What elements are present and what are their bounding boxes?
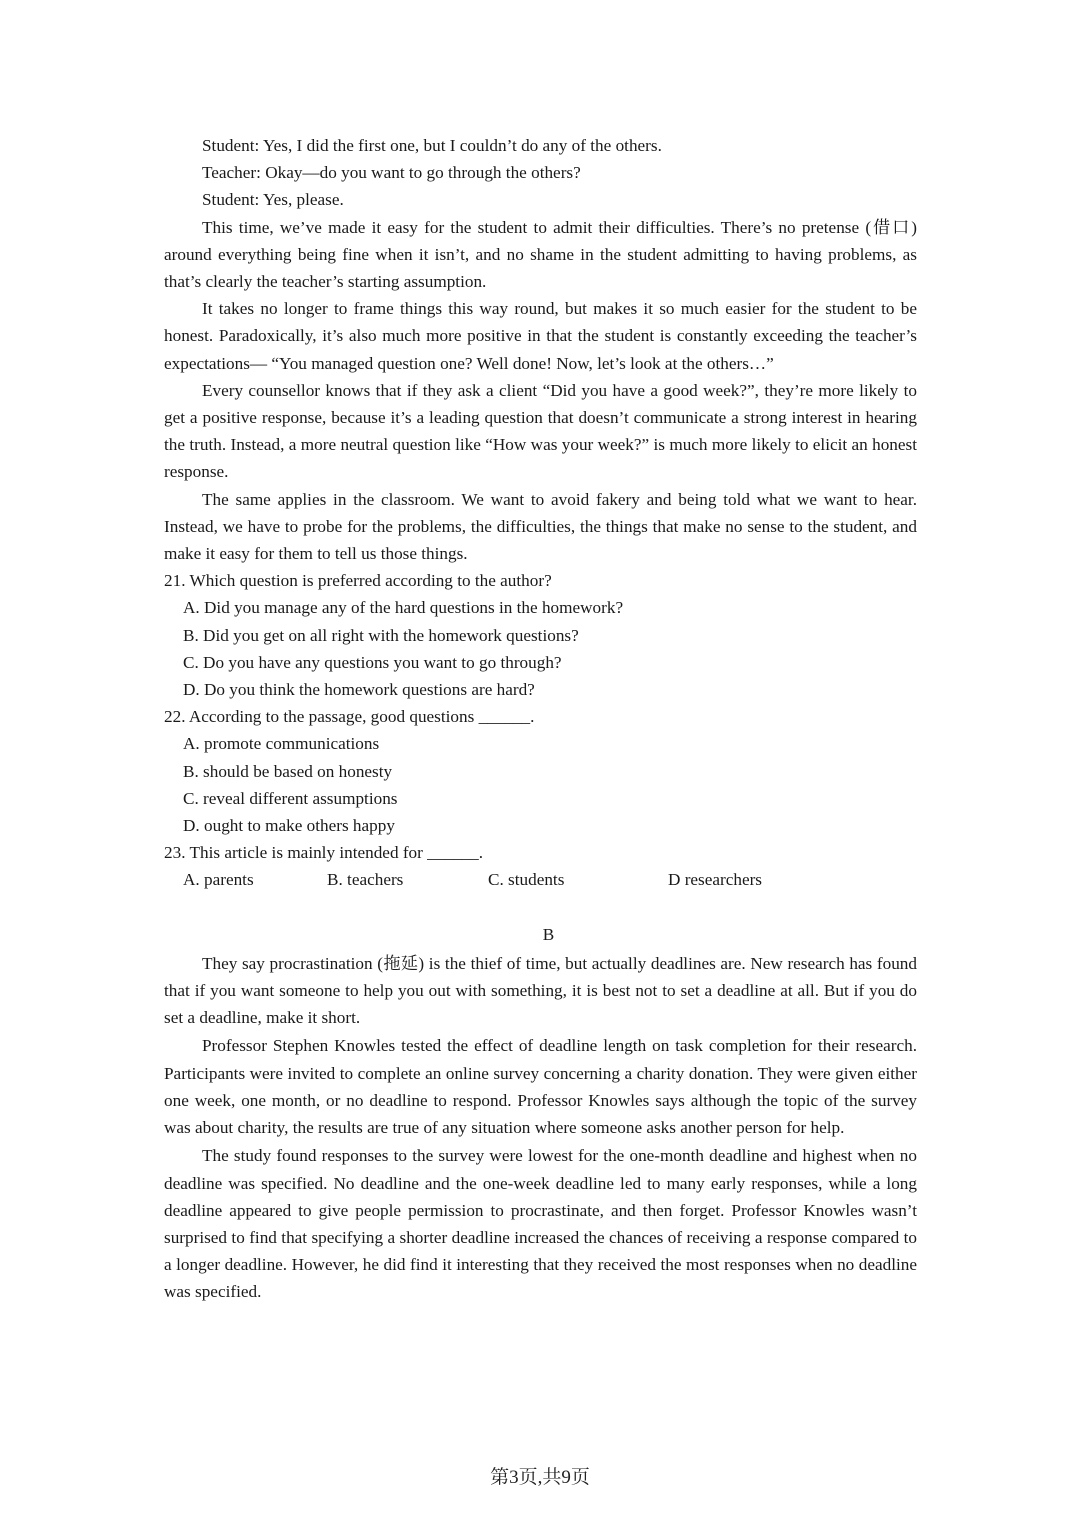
- option-d: D. Do you think the homework questions are hard?: [183, 680, 535, 700]
- option-a: A. parents: [183, 870, 254, 890]
- paragraph: This time, we’ve made it easy for the student to admit their difficulties. There’s no pretense (借口) around everything being fine when it isn’t, and no shame in the student admitting to having problems, as that’s clearly the teacher’s starting assumption.: [164, 217, 917, 292]
- page-number: 第3页,共9页: [490, 1467, 590, 1488]
- document-page: [164, 132, 917, 1306]
- question-stem: 22. According to the passage, good questions ______.: [164, 707, 535, 727]
- question-21: [164, 567, 917, 703]
- question-23: [164, 839, 917, 893]
- options-row: [164, 866, 917, 893]
- dialog-line: Student: Yes, please.: [202, 190, 344, 210]
- paragraph: Every counsellor knows that if they ask a client “Did you have a good week?”, they’re more likely to get a positive response, because it’s a leading question that doesn’t communicate a strong interest in hearing the truth. Instead, a more neutral question like “How was your week?” is much more likely to elicit an honest response.: [164, 380, 917, 482]
- dialog-line: Teacher: Okay—do you want to go through the others?: [202, 163, 581, 183]
- option-c: C. Do you have any questions you want to go through?: [183, 652, 562, 672]
- dialog-line: Student: Yes, I did the first one, but I couldn’t do any of the others.: [202, 136, 662, 155]
- option-c: C. reveal different assumptions: [183, 788, 398, 808]
- option-b: B. should be based on honesty: [183, 761, 393, 781]
- paragraph: The study found responses to the survey were lowest for the one-month deadline and highest when no deadline was specified. No deadline and the one-week deadline led to many early responses, while a long deadline appeared to give people permission to procrastinate, and then forget. Professor Knowles wasn’t surprised to find that specifying a shorter deadline increased the chances of receiving a response compared to a longer deadline. However, he did find it interesting that they received the most responses when no deadline was specified.: [164, 1146, 917, 1302]
- option-d: D. ought to make others happy: [183, 816, 395, 836]
- option-c: C. students: [488, 870, 565, 890]
- paragraph: Professor Stephen Knowles tested the effect of deadline length on task completion for their research. Participants were invited to complete an online survey concerning a charity donation. They were given either one week, one month, or no deadline to respond. Professor Knowles says although the topic of the survey was about charity, the results are true of any situation where someone asks another person for help.: [164, 1036, 917, 1138]
- paragraph: It takes no longer to frame things this way round, but makes it so much easier for the student to be honest. Paradoxically, it’s also much more positive in that the student is constantly exceeding the teacher’s expectations— “You managed question one? Well done! Now, let’s look at the others…”: [164, 299, 917, 373]
- option-a: A. Did you manage any of the hard questions in the homework?: [183, 598, 624, 618]
- option-d: D researchers: [668, 870, 762, 890]
- section-title: B: [542, 924, 555, 944]
- question-22: [164, 703, 917, 839]
- option-b: B. teachers: [327, 870, 404, 890]
- paragraph: They say procrastination (拖延) is the thief of time, but actually deadlines are. New research has found that if you want someone to help you out with something, it is best not to set a deadline at all. But if you do set a deadline, make it short.: [164, 953, 917, 1028]
- question-stem: 21. Which question is preferred according to the author?: [164, 571, 552, 591]
- paragraph: The same applies in the classroom. We want to avoid fakery and being told what we want to hear. Instead, we have to probe for the problems, the difficulties, the things that make no sense to the student, and make it easy for them to tell us those things.: [164, 489, 917, 564]
- option-a: A. promote communications: [183, 734, 380, 754]
- question-stem: 23. This article is mainly intended for ______.: [164, 843, 484, 863]
- option-b: B. Did you get on all right with the homework questions?: [183, 625, 579, 645]
